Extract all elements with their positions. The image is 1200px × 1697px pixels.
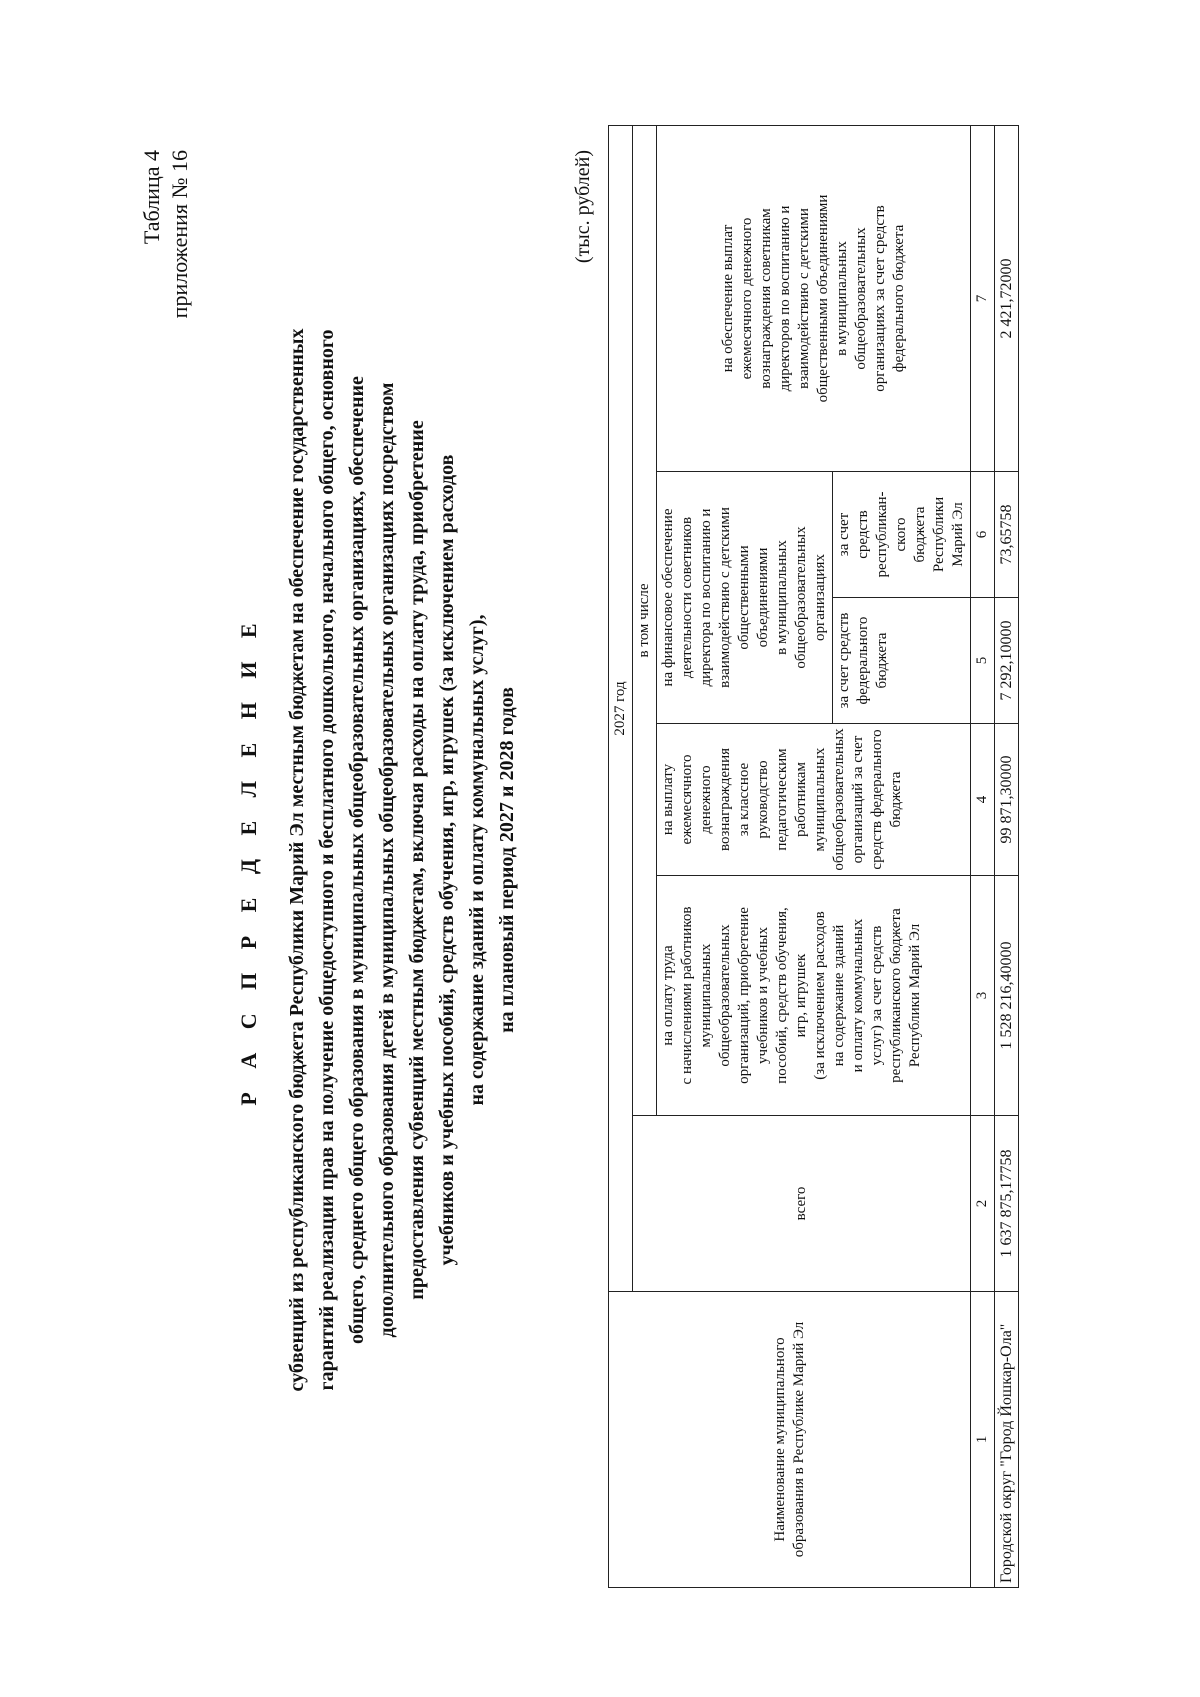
header-line: муниципальных bbox=[812, 747, 828, 852]
header-line: ежемесячного bbox=[679, 754, 695, 845]
value-col7: 2 421,72000 bbox=[995, 125, 1019, 471]
document-title: Р А С П Р Е Д Е Л Е Н И Е bbox=[236, 614, 261, 1106]
header-line: на оплату труда bbox=[660, 945, 676, 1046]
header-total: всего bbox=[633, 1116, 971, 1292]
header-line: услуг) за счет средств bbox=[869, 925, 885, 1066]
header-line: директора по воспитанию и bbox=[698, 508, 714, 687]
header-line: общеобразовательных bbox=[831, 728, 847, 871]
header-including: в том числе bbox=[633, 125, 657, 1115]
document-subtitle bbox=[282, 220, 522, 1500]
header-line: за классное bbox=[736, 762, 752, 837]
header-line: за счет средств bbox=[836, 612, 852, 709]
subtitle-line: предоставления субвенций местным бюджетам, включая расходы на оплату труда, приобретение bbox=[406, 420, 428, 1300]
distribution-table bbox=[608, 125, 1019, 1588]
subtitle-line: на плановый период 2027 и 2028 годов bbox=[496, 687, 518, 1033]
header-line: общеобразовательных bbox=[793, 526, 809, 669]
header-line: игр, игрушек bbox=[793, 953, 809, 1038]
header-line: взаимодействию с детскими bbox=[717, 507, 733, 688]
header-col4 bbox=[657, 724, 971, 876]
subtitle-line: дополнительного образования детей в муниципальных общеобразовательных организациях посредством bbox=[376, 382, 398, 1338]
header-line: объединениями bbox=[755, 547, 771, 648]
header-col56-group bbox=[657, 472, 833, 724]
subtitle-line: на содержание зданий и оплату коммунальных услуг), bbox=[466, 614, 488, 1106]
rotated-content bbox=[0, 60, 1040, 1660]
header-line: организаций, приобретение bbox=[736, 907, 752, 1084]
header-line: вознаграждения bbox=[717, 748, 733, 852]
header-line: учебников и учебных bbox=[755, 927, 771, 1064]
header-line: муниципальных bbox=[698, 943, 714, 1048]
header-line: на содержание зданий bbox=[831, 924, 847, 1067]
header-line: общественными bbox=[736, 545, 752, 650]
header-line: в муниципальных bbox=[774, 540, 790, 655]
header-line: республикан- bbox=[874, 491, 890, 578]
value-col3: 1 528 216,40000 bbox=[995, 876, 1019, 1116]
header-line: денежного bbox=[698, 765, 714, 834]
header-line: на обеспечение выплат bbox=[719, 224, 736, 373]
units-label: (тыс. рублей) bbox=[572, 150, 594, 264]
header-col6 bbox=[833, 472, 971, 598]
column-number-row bbox=[971, 125, 995, 1587]
header-line: (за исключением расходов bbox=[812, 911, 828, 1080]
header-col7 bbox=[657, 125, 971, 471]
header-line: руководство bbox=[755, 760, 771, 839]
header-line: работникам bbox=[793, 762, 809, 837]
header-line: бюджета bbox=[888, 771, 904, 828]
header-line: на финансовое обеспечение bbox=[660, 508, 676, 687]
header-line: и оплату коммунальных bbox=[850, 918, 866, 1073]
header-col3 bbox=[657, 876, 971, 1116]
header-line: с начислениями работников bbox=[679, 906, 695, 1085]
subtitle-line: гарантий реализации прав на получение общедоступного и бесплатного дошкольного, начального общего, основного bbox=[316, 329, 338, 1391]
value-total: 1 637 875,17758 bbox=[995, 1116, 1019, 1292]
column-number: 2 bbox=[971, 1116, 995, 1292]
value-col4: 99 871,30000 bbox=[995, 724, 1019, 876]
header-line: средств федерального bbox=[869, 729, 885, 870]
column-number: 3 bbox=[971, 876, 995, 1116]
column-number: 7 bbox=[971, 125, 995, 471]
subtitle-line: учебников и учебных пособий, средств обучения, игр, игрушек (за исключением расходов bbox=[436, 454, 458, 1266]
header-line: пособий, средств обучения, bbox=[774, 907, 790, 1084]
municipality-name: Городской округ "Город Йошкар-Ола" bbox=[995, 1292, 1019, 1588]
appendix-reference: приложения № 16 bbox=[167, 150, 192, 319]
subtitle-line: общего, среднего общего образования в муниципальных общеобразовательных организациях, обеспечение bbox=[346, 376, 368, 1344]
header-municipality: Наименование муниципального образования в Республике Марий Эл bbox=[609, 1292, 971, 1588]
header-line: Республики Марий Эл bbox=[907, 923, 923, 1068]
header-year: 2027 год bbox=[609, 125, 633, 1291]
header-line: организаций за счет bbox=[850, 735, 866, 864]
header-line: бюджета bbox=[874, 632, 890, 689]
value-col5: 7 292,10000 bbox=[995, 598, 1019, 724]
column-number: 5 bbox=[971, 598, 995, 724]
header-line: организациях bbox=[812, 554, 828, 641]
header-line: Республики bbox=[931, 496, 947, 573]
header-line: общеобразовательных bbox=[717, 924, 733, 1067]
table-row bbox=[995, 125, 1019, 1587]
value-col6: 73,65758 bbox=[995, 472, 1019, 598]
header-line: деятельности советников bbox=[679, 516, 695, 679]
header-line: федерального бюджета bbox=[890, 224, 907, 373]
header-line: вознаграждения советникам bbox=[757, 208, 774, 389]
header-line: республиканского бюджета bbox=[888, 908, 904, 1083]
header-line: организациях за счет средств bbox=[871, 205, 888, 392]
column-number: 1 bbox=[971, 1292, 995, 1588]
header-line: директоров по воспитанию и bbox=[776, 205, 793, 392]
header-line: за счет bbox=[836, 512, 852, 557]
header-line: общеобразовательных bbox=[852, 227, 869, 370]
header-line: взаимодействию с детскими bbox=[795, 208, 812, 389]
subtitle-line: субвенций из республиканского бюджета Республики Марий Эл местным бюджетам на обеспечение государственных bbox=[286, 328, 308, 1392]
table-number: Таблица 4 bbox=[139, 150, 164, 245]
header-line: Марий Эл bbox=[950, 502, 966, 567]
table-reference bbox=[138, 150, 194, 318]
column-number: 6 bbox=[971, 472, 995, 598]
header-line: средств bbox=[855, 510, 871, 559]
header-line: ского bbox=[893, 517, 909, 552]
header-line: бюджета bbox=[912, 506, 928, 563]
header-row-year bbox=[609, 125, 633, 1587]
column-number: 4 bbox=[971, 724, 995, 876]
header-col5 bbox=[833, 598, 971, 724]
header-line: ежемесячного денежного bbox=[738, 217, 755, 380]
header-line: общественными объединениями bbox=[814, 194, 831, 403]
header-line: федерального bbox=[855, 616, 871, 705]
header-line: педагогическим bbox=[774, 748, 790, 851]
header-line: на выплату bbox=[660, 763, 676, 836]
header-line: в муниципальных bbox=[833, 241, 850, 356]
